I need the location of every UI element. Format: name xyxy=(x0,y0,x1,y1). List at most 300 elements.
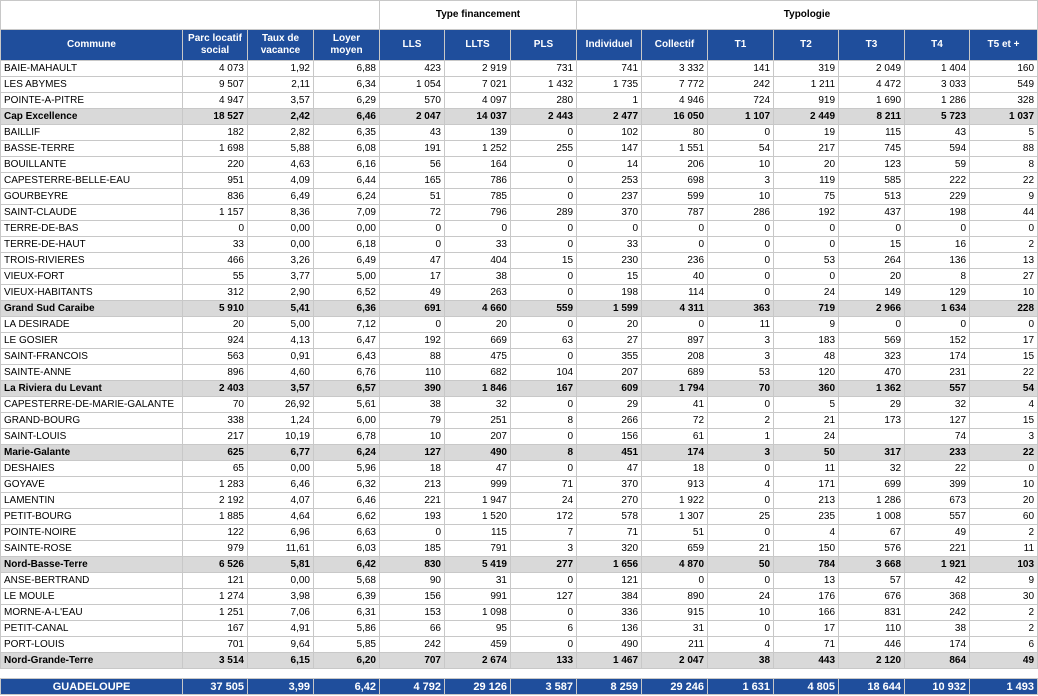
value-cell: 21 xyxy=(708,541,774,557)
value-cell: 0 xyxy=(708,397,774,413)
value-cell: 10 xyxy=(970,285,1038,301)
value-cell: 121 xyxy=(183,573,248,589)
value-cell: 4 xyxy=(708,477,774,493)
value-cell: 1 656 xyxy=(577,557,642,573)
value-cell: 32 xyxy=(445,397,511,413)
value-cell: 26,92 xyxy=(248,397,314,413)
value-cell: 0 xyxy=(708,461,774,477)
table-row xyxy=(1,397,1038,413)
value-cell: 27 xyxy=(970,269,1038,285)
value-cell: 673 xyxy=(905,493,970,509)
value-cell: 557 xyxy=(905,381,970,397)
value-cell: 0 xyxy=(708,573,774,589)
value-cell: 7,06 xyxy=(248,605,314,621)
value-cell: 0 xyxy=(445,221,511,237)
value-cell: 836 xyxy=(183,189,248,205)
value-cell: 1 274 xyxy=(183,589,248,605)
value-cell: 7,09 xyxy=(314,205,380,221)
value-cell: 43 xyxy=(380,125,445,141)
column-header: LLS xyxy=(380,30,445,61)
value-cell: 513 xyxy=(839,189,905,205)
total-value-cell: 4 805 xyxy=(774,679,839,695)
value-cell: 745 xyxy=(839,141,905,157)
column-header-row xyxy=(1,30,1038,61)
value-cell: 3 332 xyxy=(642,61,708,77)
value-cell: 594 xyxy=(905,141,970,157)
value-cell: 991 xyxy=(445,589,511,605)
value-cell: 0 xyxy=(708,221,774,237)
value-cell: 6 xyxy=(511,621,577,637)
value-cell: 0 xyxy=(970,461,1038,477)
value-cell: 336 xyxy=(577,605,642,621)
value-cell: 0 xyxy=(511,461,577,477)
value-cell: 38 xyxy=(905,621,970,637)
value-cell: 3 xyxy=(511,541,577,557)
value-cell: 7 772 xyxy=(642,77,708,93)
total-value-cell: 6,42 xyxy=(314,679,380,695)
value-cell: 3 668 xyxy=(839,557,905,573)
value-cell: 8,36 xyxy=(248,205,314,221)
table-row xyxy=(1,541,1038,557)
value-cell: 65 xyxy=(183,461,248,477)
value-cell: 29 xyxy=(577,397,642,413)
value-cell: 5 xyxy=(774,397,839,413)
value-cell: 4 870 xyxy=(642,557,708,573)
value-cell: 16 xyxy=(905,237,970,253)
value-cell: 32 xyxy=(839,461,905,477)
value-cell: 49 xyxy=(380,285,445,301)
value-cell: 217 xyxy=(774,141,839,157)
value-cell: 370 xyxy=(577,477,642,493)
commune-cell: PETIT-BOURG xyxy=(1,509,183,525)
value-cell: 0 xyxy=(970,317,1038,333)
value-cell: 979 xyxy=(183,541,248,557)
value-cell: 919 xyxy=(774,93,839,109)
value-cell: 1 252 xyxy=(445,141,511,157)
value-cell: 6,31 xyxy=(314,605,380,621)
value-cell: 9 507 xyxy=(183,77,248,93)
value-cell: 49 xyxy=(905,525,970,541)
value-cell: 2 xyxy=(970,621,1038,637)
value-cell: 141 xyxy=(708,61,774,77)
value-cell: 0 xyxy=(511,221,577,237)
value-cell: 6,49 xyxy=(314,253,380,269)
value-cell: 63 xyxy=(511,333,577,349)
commune-cell: VIEUX-HABITANTS xyxy=(1,285,183,301)
value-cell: 0 xyxy=(839,317,905,333)
value-cell: 50 xyxy=(774,445,839,461)
value-cell: 55 xyxy=(183,269,248,285)
total-row xyxy=(1,679,1038,695)
value-cell: 207 xyxy=(445,429,511,445)
value-cell: 103 xyxy=(970,557,1038,573)
value-cell: 41 xyxy=(642,397,708,413)
value-cell: 6,44 xyxy=(314,173,380,189)
table-row xyxy=(1,93,1038,109)
value-cell: 951 xyxy=(183,173,248,189)
value-cell: 2 449 xyxy=(774,109,839,125)
value-cell: 2 120 xyxy=(839,653,905,669)
value-cell: 136 xyxy=(905,253,970,269)
value-cell: 599 xyxy=(642,189,708,205)
value-cell: 75 xyxy=(774,189,839,205)
value-cell: 15 xyxy=(970,413,1038,429)
value-cell: 6,36 xyxy=(314,301,380,317)
value-cell: 570 xyxy=(380,93,445,109)
value-cell: 0 xyxy=(708,285,774,301)
column-header: LLTS xyxy=(445,30,511,61)
value-cell: 11,61 xyxy=(248,541,314,557)
value-cell: 2 443 xyxy=(511,109,577,125)
value-cell: 9 xyxy=(970,573,1038,589)
value-cell: 5,85 xyxy=(314,637,380,653)
commune-cell: BOUILLANTE xyxy=(1,157,183,173)
value-cell: 328 xyxy=(970,93,1038,109)
commune-cell: POINTE-A-PITRE xyxy=(1,93,183,109)
value-cell: 1 157 xyxy=(183,205,248,221)
value-cell: 10,19 xyxy=(248,429,314,445)
value-cell: 30 xyxy=(970,589,1038,605)
value-cell: 167 xyxy=(511,381,577,397)
value-cell: 1 885 xyxy=(183,509,248,525)
commune-cell: POINTE-NOIRE xyxy=(1,525,183,541)
value-cell: 659 xyxy=(642,541,708,557)
value-cell: 289 xyxy=(511,205,577,221)
value-cell: 6,32 xyxy=(314,477,380,493)
value-cell: 2,11 xyxy=(248,77,314,93)
value-cell: 40 xyxy=(642,269,708,285)
value-cell: 176 xyxy=(774,589,839,605)
value-cell: 5,68 xyxy=(314,573,380,589)
value-cell: 104 xyxy=(511,365,577,381)
value-cell: 31 xyxy=(642,621,708,637)
value-cell: 689 xyxy=(642,365,708,381)
value-cell: 13 xyxy=(774,573,839,589)
value-cell: 47 xyxy=(380,253,445,269)
table-row xyxy=(1,413,1038,429)
value-cell: 213 xyxy=(774,493,839,509)
value-cell: 625 xyxy=(183,445,248,461)
value-cell: 263 xyxy=(445,285,511,301)
value-cell: 183 xyxy=(774,333,839,349)
value-cell: 6,39 xyxy=(314,589,380,605)
value-cell: 72 xyxy=(642,413,708,429)
value-cell: 896 xyxy=(183,365,248,381)
value-cell: 136 xyxy=(577,621,642,637)
value-cell: 7 xyxy=(511,525,577,541)
column-header: Commune xyxy=(1,30,183,61)
value-cell: 0 xyxy=(970,221,1038,237)
value-cell: 3 xyxy=(708,349,774,365)
value-cell: 0 xyxy=(511,269,577,285)
spacer-cell xyxy=(970,669,1038,679)
value-cell: 3 514 xyxy=(183,653,248,669)
value-cell: 669 xyxy=(445,333,511,349)
value-cell: 110 xyxy=(839,621,905,637)
value-cell: 0 xyxy=(511,397,577,413)
value-cell: 6,62 xyxy=(314,509,380,525)
value-cell: 88 xyxy=(380,349,445,365)
value-cell: 3,57 xyxy=(248,93,314,109)
commune-cell: SAINT-LOUIS xyxy=(1,429,183,445)
value-cell: 110 xyxy=(380,365,445,381)
value-cell: 0 xyxy=(708,253,774,269)
value-cell: 24 xyxy=(511,493,577,509)
value-cell: 2 xyxy=(970,605,1038,621)
table-row xyxy=(1,589,1038,605)
value-cell: 0 xyxy=(511,173,577,189)
value-cell: 153 xyxy=(380,605,445,621)
value-cell: 166 xyxy=(774,605,839,621)
value-cell: 1 283 xyxy=(183,477,248,493)
commune-cell: SAINTE-ROSE xyxy=(1,541,183,557)
value-cell: 47 xyxy=(445,461,511,477)
value-cell: 71 xyxy=(577,525,642,541)
value-cell: 221 xyxy=(380,493,445,509)
commune-cell: VIEUX-FORT xyxy=(1,269,183,285)
value-cell: 0,00 xyxy=(248,461,314,477)
commune-cell: DESHAIES xyxy=(1,461,183,477)
value-cell: 71 xyxy=(511,477,577,493)
value-cell: 5,00 xyxy=(248,317,314,333)
value-cell: 719 xyxy=(774,301,839,317)
value-cell: 9 xyxy=(774,317,839,333)
value-cell: 11 xyxy=(708,317,774,333)
value-cell: 1 921 xyxy=(905,557,970,573)
value-cell: 38 xyxy=(445,269,511,285)
value-cell: 51 xyxy=(642,525,708,541)
value-cell: 368 xyxy=(905,589,970,605)
value-cell: 8 211 xyxy=(839,109,905,125)
value-cell: 18 xyxy=(642,461,708,477)
value-cell: 6,78 xyxy=(314,429,380,445)
value-cell: 6,34 xyxy=(314,77,380,93)
value-cell: 475 xyxy=(445,349,511,365)
spacer-cell xyxy=(577,669,642,679)
value-cell: 0 xyxy=(642,221,708,237)
value-cell: 119 xyxy=(774,173,839,189)
value-cell: 15 xyxy=(970,349,1038,365)
value-cell: 731 xyxy=(511,61,577,77)
commune-cell: SAINTE-ANNE xyxy=(1,365,183,381)
value-cell: 576 xyxy=(839,541,905,557)
value-cell: 0,00 xyxy=(248,573,314,589)
value-cell: 231 xyxy=(905,365,970,381)
value-cell: 897 xyxy=(642,333,708,349)
value-cell: 280 xyxy=(511,93,577,109)
commune-cell: Nord-Grande-Terre xyxy=(1,653,183,669)
value-cell: 10 xyxy=(708,189,774,205)
value-cell: 220 xyxy=(183,157,248,173)
value-cell: 174 xyxy=(905,637,970,653)
value-cell: 338 xyxy=(183,413,248,429)
commune-cell: MORNE-A-L'EAU xyxy=(1,605,183,621)
value-cell: 6,35 xyxy=(314,125,380,141)
value-cell: 0 xyxy=(774,269,839,285)
value-cell: 56 xyxy=(380,157,445,173)
group-header-typologie: Typologie xyxy=(577,1,1038,30)
value-cell: 235 xyxy=(774,509,839,525)
value-cell: 2 049 xyxy=(839,61,905,77)
value-cell: 47 xyxy=(577,461,642,477)
value-cell: 785 xyxy=(445,189,511,205)
value-cell: 149 xyxy=(839,285,905,301)
value-cell: 1 599 xyxy=(577,301,642,317)
value-cell: 211 xyxy=(642,637,708,653)
column-header: T3 xyxy=(839,30,905,61)
value-cell: 6,15 xyxy=(248,653,314,669)
value-cell: 3 xyxy=(708,333,774,349)
value-cell: 185 xyxy=(380,541,445,557)
value-cell: 20 xyxy=(445,317,511,333)
value-cell: 182 xyxy=(183,125,248,141)
table-row xyxy=(1,285,1038,301)
value-cell: 6,24 xyxy=(314,189,380,205)
value-cell: 1 404 xyxy=(905,61,970,77)
total-value-cell: 3,99 xyxy=(248,679,314,695)
value-cell: 999 xyxy=(445,477,511,493)
value-cell: 0 xyxy=(511,429,577,445)
spacer-cell xyxy=(905,669,970,679)
value-cell xyxy=(839,429,905,445)
commune-cell: CAPESTERRE-DE-MARIE-GALANTE xyxy=(1,397,183,413)
value-cell: 38 xyxy=(380,397,445,413)
value-cell: 0 xyxy=(380,317,445,333)
value-cell: 51 xyxy=(380,189,445,205)
commune-cell: LAMENTIN xyxy=(1,493,183,509)
commune-cell: CAPESTERRE-BELLE-EAU xyxy=(1,173,183,189)
commune-cell: SAINT-FRANCOIS xyxy=(1,349,183,365)
value-cell: 5 xyxy=(970,125,1038,141)
value-cell: 1 846 xyxy=(445,381,511,397)
value-cell: 6,42 xyxy=(314,557,380,573)
table-row xyxy=(1,269,1038,285)
value-cell: 1 107 xyxy=(708,109,774,125)
value-cell: 174 xyxy=(905,349,970,365)
value-cell: 787 xyxy=(642,205,708,221)
value-cell: 2 403 xyxy=(183,381,248,397)
value-cell: 0 xyxy=(708,269,774,285)
value-cell: 221 xyxy=(905,541,970,557)
value-cell: 451 xyxy=(577,445,642,461)
value-cell: 3,57 xyxy=(248,381,314,397)
total-value-cell: 37 505 xyxy=(183,679,248,695)
value-cell: 13 xyxy=(970,253,1038,269)
table-row xyxy=(1,349,1038,365)
value-cell: 791 xyxy=(445,541,511,557)
value-cell: 24 xyxy=(774,429,839,445)
value-cell: 164 xyxy=(445,157,511,173)
total-value-cell: 18 644 xyxy=(839,679,905,695)
value-cell: 21 xyxy=(774,413,839,429)
value-cell: 490 xyxy=(445,445,511,461)
table-row xyxy=(1,253,1038,269)
value-cell: 270 xyxy=(577,493,642,509)
value-cell: 5,88 xyxy=(248,141,314,157)
value-cell: 6,08 xyxy=(314,141,380,157)
commune-cell: SAINT-CLAUDE xyxy=(1,205,183,221)
value-cell: 2,90 xyxy=(248,285,314,301)
table-row xyxy=(1,493,1038,509)
value-cell: 14 037 xyxy=(445,109,511,125)
value-cell: 6,57 xyxy=(314,381,380,397)
value-cell: 33 xyxy=(445,237,511,253)
group-header-row xyxy=(1,1,1038,30)
value-cell: 1 432 xyxy=(511,77,577,93)
value-cell: 6,00 xyxy=(314,413,380,429)
table-row xyxy=(1,61,1038,77)
value-cell: 160 xyxy=(970,61,1038,77)
commune-cell: GOURBEYRE xyxy=(1,189,183,205)
value-cell: 0 xyxy=(511,125,577,141)
column-header: PLS xyxy=(511,30,577,61)
value-cell: 4 xyxy=(708,637,774,653)
value-cell: 174 xyxy=(642,445,708,461)
value-cell: 390 xyxy=(380,381,445,397)
value-cell: 724 xyxy=(708,93,774,109)
value-cell: 44 xyxy=(970,205,1038,221)
value-cell: 31 xyxy=(445,573,511,589)
value-cell: 707 xyxy=(380,653,445,669)
value-cell: 0 xyxy=(511,317,577,333)
value-cell: 2 919 xyxy=(445,61,511,77)
commune-cell: LES ABYMES xyxy=(1,77,183,93)
value-cell: 915 xyxy=(642,605,708,621)
value-cell: 569 xyxy=(839,333,905,349)
value-cell: 698 xyxy=(642,173,708,189)
value-cell: 7 021 xyxy=(445,77,511,93)
value-cell: 1 098 xyxy=(445,605,511,621)
commune-cell: GOYAVE xyxy=(1,477,183,493)
value-cell: 193 xyxy=(380,509,445,525)
value-cell: 6,49 xyxy=(248,189,314,205)
value-cell: 32 xyxy=(905,397,970,413)
value-cell: 0 xyxy=(642,317,708,333)
value-cell: 152 xyxy=(905,333,970,349)
value-cell: 27 xyxy=(577,333,642,349)
value-cell: 71 xyxy=(774,637,839,653)
value-cell: 251 xyxy=(445,413,511,429)
value-cell: 0,00 xyxy=(314,221,380,237)
value-cell: 1 467 xyxy=(577,653,642,669)
value-cell: 3,77 xyxy=(248,269,314,285)
commune-cell: BASSE-TERRE xyxy=(1,141,183,157)
value-cell: 54 xyxy=(708,141,774,157)
value-cell: 16 050 xyxy=(642,109,708,125)
value-cell: 53 xyxy=(708,365,774,381)
value-cell: 0 xyxy=(511,573,577,589)
value-cell: 8 xyxy=(511,413,577,429)
value-cell: 0 xyxy=(577,221,642,237)
value-cell: 0 xyxy=(708,237,774,253)
value-cell: 147 xyxy=(577,141,642,157)
value-cell: 585 xyxy=(839,173,905,189)
value-cell: 25 xyxy=(708,509,774,525)
value-cell: 384 xyxy=(577,589,642,605)
value-cell: 5,86 xyxy=(314,621,380,637)
value-cell: 0 xyxy=(511,349,577,365)
value-cell: 173 xyxy=(839,413,905,429)
value-cell: 8 xyxy=(511,445,577,461)
table-row xyxy=(1,525,1038,541)
value-cell: 0 xyxy=(708,621,774,637)
value-cell: 286 xyxy=(708,205,774,221)
value-cell: 317 xyxy=(839,445,905,461)
value-cell: 3 xyxy=(708,445,774,461)
value-cell: 443 xyxy=(774,653,839,669)
value-cell: 0 xyxy=(905,221,970,237)
table-row xyxy=(1,189,1038,205)
